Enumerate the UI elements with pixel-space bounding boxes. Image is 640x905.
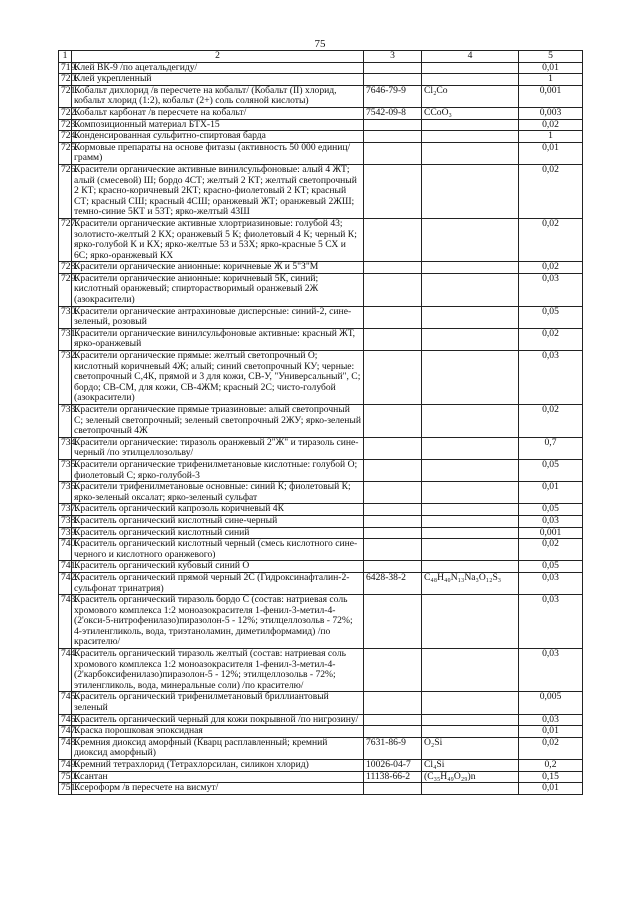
limit-value: 0,2 bbox=[519, 760, 583, 772]
limit-value: 0,02 bbox=[519, 737, 583, 759]
limit-value: 0,01 bbox=[519, 142, 583, 164]
substance-name: Краска порошковая эпоксидная bbox=[72, 726, 364, 738]
substance-name: Краситель органический трифенилметановый бриллиантовый зеленый bbox=[72, 692, 364, 714]
row-number: 743. bbox=[59, 595, 72, 649]
table-row bbox=[59, 539, 583, 561]
row-number: 731. bbox=[59, 328, 72, 350]
row-number: 749. bbox=[59, 760, 72, 772]
cas-number bbox=[364, 164, 422, 218]
limit-value: 0,7 bbox=[519, 437, 583, 459]
chemical-formula bbox=[422, 459, 519, 481]
row-number: 720. bbox=[59, 74, 72, 86]
substance-name: Краситель органический кислотный сине-черный bbox=[72, 515, 364, 527]
row-number: 733. bbox=[59, 405, 72, 438]
substance-name: Красители органические прямые: желтый светопрочный О; кислотный коричневый 4Ж; алый; синий светопрочный КУ; черные: светопрочный С,4К, прямой и 3 для кожи, СВ-У, "Универсальный", С; бордо; СВ-СМ, для кожи, СВ-4ЖМ; красный 2С; чисто-голубой (азокрасители) bbox=[72, 351, 364, 405]
limit-value: 1 bbox=[519, 74, 583, 86]
table-row bbox=[59, 527, 583, 539]
chemical-formula bbox=[422, 405, 519, 438]
table-row bbox=[59, 62, 583, 74]
limit-value: 1 bbox=[519, 131, 583, 143]
row-number: 750. bbox=[59, 771, 72, 783]
limit-value: 0,02 bbox=[519, 405, 583, 438]
cas-number bbox=[364, 482, 422, 504]
chemical-formula bbox=[422, 726, 519, 738]
cas-number bbox=[364, 515, 422, 527]
limit-value: 0,03 bbox=[519, 595, 583, 649]
substance-name: Кобальт карбонат /в пересчете на кобальт/ bbox=[72, 107, 364, 119]
row-number: 741. bbox=[59, 561, 72, 573]
row-number: 739. bbox=[59, 527, 72, 539]
table-row bbox=[59, 595, 583, 649]
chemical-formula bbox=[422, 262, 519, 274]
limit-value: 0,02 bbox=[519, 119, 583, 131]
cas-number: 10026-04-7 bbox=[364, 760, 422, 772]
substances-table bbox=[58, 50, 583, 795]
limit-value: 0,02 bbox=[519, 328, 583, 350]
row-number: 725. bbox=[59, 142, 72, 164]
row-number: 723. bbox=[59, 119, 72, 131]
limit-value: 0,05 bbox=[519, 459, 583, 481]
limit-value: 0,03 bbox=[519, 515, 583, 527]
header-col-4: 4 bbox=[422, 51, 519, 63]
chemical-formula: C₄₈H₄₀N₁₃Na₃O₁₂S₃ bbox=[422, 572, 519, 594]
cas-number bbox=[364, 273, 422, 306]
limit-value: 0,02 bbox=[519, 539, 583, 561]
row-number: 746. bbox=[59, 714, 72, 726]
cas-number bbox=[364, 714, 422, 726]
row-number: 747. bbox=[59, 726, 72, 738]
row-number: 737. bbox=[59, 504, 72, 516]
row-number: 745. bbox=[59, 692, 72, 714]
substance-name: Конденсированная сульфитно-спиртовая барда bbox=[72, 131, 364, 143]
limit-value: 0,003 bbox=[519, 107, 583, 119]
row-number: 738. bbox=[59, 515, 72, 527]
table-row bbox=[59, 515, 583, 527]
chemical-formula bbox=[422, 482, 519, 504]
substance-name: Клей укрепленный bbox=[72, 74, 364, 86]
table-row bbox=[59, 131, 583, 143]
limit-value: 0,03 bbox=[519, 351, 583, 405]
chemical-formula: Cl₂Co bbox=[422, 85, 519, 107]
table-row bbox=[59, 649, 583, 692]
table-row bbox=[59, 504, 583, 516]
cas-number: 7631-86-9 bbox=[364, 737, 422, 759]
cas-number bbox=[364, 783, 422, 795]
chemical-formula bbox=[422, 62, 519, 74]
chemical-formula bbox=[422, 273, 519, 306]
substance-name: Красители органические винилсульфоновые активные: красный ЖТ, ярко-оранжевый bbox=[72, 328, 364, 350]
substance-name: Кобальт дихлорид /в пересчете на кобальт/ (Кобальт (II) хлорид, кобальт хлорид (1:2), кобальт (2+) соль соляной кислоты) bbox=[72, 85, 364, 107]
substance-name: Краситель органический черный для кожи покрывной /по нигрозину/ bbox=[72, 714, 364, 726]
chemical-formula bbox=[422, 131, 519, 143]
table-row bbox=[59, 737, 583, 759]
limit-value: 0,001 bbox=[519, 527, 583, 539]
chemical-formula bbox=[422, 515, 519, 527]
row-number: 721. bbox=[59, 85, 72, 107]
substance-name: Кормовые препараты на основе фитазы (активность 50 000 единиц/грамм) bbox=[72, 142, 364, 164]
chemical-formula bbox=[422, 119, 519, 131]
substance-name: Красители трифенилметановые основные: синий К; фиолетовый К; ярко-зеленый оксалат; ярко-зеленый сульфат bbox=[72, 482, 364, 504]
substance-name: Красители органические анионные: коричневые Ж и 5"З"М bbox=[72, 262, 364, 274]
table-row bbox=[59, 262, 583, 274]
cas-number: 11138-66-2 bbox=[364, 771, 422, 783]
chemical-formula bbox=[422, 504, 519, 516]
cas-number bbox=[364, 131, 422, 143]
cas-number bbox=[364, 351, 422, 405]
substance-name: Кремния диоксид аморфный (Кварц расплавленный; кремний диоксид аморфный) bbox=[72, 737, 364, 759]
cas-number bbox=[364, 437, 422, 459]
limit-value: 0,02 bbox=[519, 262, 583, 274]
cas-number bbox=[364, 561, 422, 573]
row-number: 748. bbox=[59, 737, 72, 759]
cas-number bbox=[364, 62, 422, 74]
row-number: 729. bbox=[59, 273, 72, 306]
header-col-2: 2 bbox=[72, 51, 364, 63]
limit-value: 0,15 bbox=[519, 771, 583, 783]
table-row bbox=[59, 437, 583, 459]
substance-name: Краситель органический капрозоль коричневый 4К bbox=[72, 504, 364, 516]
chemical-formula bbox=[422, 714, 519, 726]
chemical-formula bbox=[422, 74, 519, 86]
page-number: 75 bbox=[314, 38, 326, 50]
cas-number bbox=[364, 74, 422, 86]
table-row bbox=[59, 760, 583, 772]
cas-number: 6428-38-2 bbox=[364, 572, 422, 594]
row-number: 740. bbox=[59, 539, 72, 561]
row-number: 742. bbox=[59, 572, 72, 594]
table-row bbox=[59, 164, 583, 218]
chemical-formula: Cl₄Si bbox=[422, 760, 519, 772]
cas-number bbox=[364, 405, 422, 438]
substance-name: Красители органические активные винилсульфоновые: алый 4 ЖТ; алый (смесевой) Ш; бордо 4СТ; желтый 2 КТ; желтый светопрочный 2 КТ; красно-коричневый 2КТ; красно-фиолетовый 2 КТ; красный СТ; красный СШ; красный 4СШ; оранжевый ЖТ; оранжевый 2ЖШ; темно-синие 5КТ и 53Т; ярко-желтый 43Ш bbox=[72, 164, 364, 218]
cas-number bbox=[364, 459, 422, 481]
limit-value: 0,01 bbox=[519, 62, 583, 74]
chemical-formula bbox=[422, 527, 519, 539]
chemical-formula bbox=[422, 142, 519, 164]
limit-value: 0,03 bbox=[519, 572, 583, 594]
chemical-formula bbox=[422, 692, 519, 714]
table-row bbox=[59, 572, 583, 594]
table-row bbox=[59, 783, 583, 795]
header-row bbox=[59, 51, 583, 63]
chemical-formula bbox=[422, 437, 519, 459]
chemical-formula bbox=[422, 595, 519, 649]
header-col-3: 3 bbox=[364, 51, 422, 63]
chemical-formula: O₂Si bbox=[422, 737, 519, 759]
substance-name: Красители органические активные хлортриазиновые: голубой 43; золотисто-желтый 2 КХ; оранжевый 5 К; фиолетовый 4 К; черный К; ярко-голубой К и КХ; ярко-желтые 53 и 53Х; ярко-красные 5 СХ и 6С; ярко-оранжевый КХ bbox=[72, 218, 364, 261]
chemical-formula bbox=[422, 306, 519, 328]
table-row bbox=[59, 85, 583, 107]
table-row bbox=[59, 218, 583, 261]
substance-name: Красители органические трифенилметановые кислотные: голубой О; фиолетовый С; ярко-голубой-3 bbox=[72, 459, 364, 481]
table-row bbox=[59, 351, 583, 405]
limit-value: 0,03 bbox=[519, 273, 583, 306]
cas-number bbox=[364, 306, 422, 328]
header-col-5: 5 bbox=[519, 51, 583, 63]
limit-value: 0,05 bbox=[519, 561, 583, 573]
limit-value: 0,001 bbox=[519, 85, 583, 107]
cas-number bbox=[364, 142, 422, 164]
limit-value: 0,01 bbox=[519, 783, 583, 795]
limit-value: 0,02 bbox=[519, 218, 583, 261]
chemical-formula bbox=[422, 561, 519, 573]
cas-number bbox=[364, 504, 422, 516]
table-row bbox=[59, 306, 583, 328]
cas-number bbox=[364, 649, 422, 692]
substance-name: Красители органические прямые триазиновые: алый светопрочный С; зеленый светопрочный; зеленый светопрочный 2ЖУ; ярко-зеленый светопрочный 4Ж bbox=[72, 405, 364, 438]
limit-value: 0,01 bbox=[519, 726, 583, 738]
limit-value: 0,005 bbox=[519, 692, 583, 714]
row-number: 724. bbox=[59, 131, 72, 143]
table-row bbox=[59, 459, 583, 481]
table-row bbox=[59, 771, 583, 783]
row-number: 744. bbox=[59, 649, 72, 692]
table-row bbox=[59, 107, 583, 119]
row-number: 726. bbox=[59, 164, 72, 218]
table-body bbox=[59, 51, 583, 795]
substance-name: Краситель органический кубовый синий О bbox=[72, 561, 364, 573]
substance-name: Ксантан bbox=[72, 771, 364, 783]
chemical-formula: CCoO₃ bbox=[422, 107, 519, 119]
cas-number bbox=[364, 692, 422, 714]
cas-number bbox=[364, 119, 422, 131]
cas-number bbox=[364, 328, 422, 350]
substance-name: Краситель органический тиразоль желтый (состав: натриевая соль хромового комплекса 1:2 моноазокрасителя 1-фенил-3-метил-4-(2'карбоксифенилазо)пиразолон-5 - 12%; этилцеллозольв - 72%; этиленгликоль, вода, минеральные соли) /по красителю/ bbox=[72, 649, 364, 692]
table-row bbox=[59, 273, 583, 306]
cas-number bbox=[364, 527, 422, 539]
substance-name: Кремний тетрахлорид (Тетрахлорсилан, силикон хлорид) bbox=[72, 760, 364, 772]
chemical-formula bbox=[422, 218, 519, 261]
limit-value: 0,01 bbox=[519, 482, 583, 504]
row-number: 719. bbox=[59, 62, 72, 74]
substance-name: Ксероформ /в пересчете на висмут/ bbox=[72, 783, 364, 795]
substance-name: Красители органические: тиразоль оранжевый 2"Ж" и тиразоль сине-черный /по этилцеллозольву/ bbox=[72, 437, 364, 459]
table-row bbox=[59, 561, 583, 573]
table-row bbox=[59, 328, 583, 350]
table-row bbox=[59, 726, 583, 738]
cas-number bbox=[364, 595, 422, 649]
limit-value: 0,03 bbox=[519, 714, 583, 726]
chemical-formula bbox=[422, 164, 519, 218]
substance-name: Композиционный материал БТХ-15 bbox=[72, 119, 364, 131]
table-row bbox=[59, 74, 583, 86]
table-row bbox=[59, 142, 583, 164]
row-number: 728. bbox=[59, 262, 72, 274]
table-row bbox=[59, 692, 583, 714]
row-number: 727. bbox=[59, 218, 72, 261]
substance-name: Красители органические анионные: коричневый 5К, синий; кислотный оранжевый; спирторастворимый оранжевый 2Ж (азокрасители) bbox=[72, 273, 364, 306]
table-row bbox=[59, 714, 583, 726]
chemical-formula: (C₃₅H₄₉O₂₉)n bbox=[422, 771, 519, 783]
table-row bbox=[59, 405, 583, 438]
limit-value: 0,02 bbox=[519, 164, 583, 218]
row-number: 722. bbox=[59, 107, 72, 119]
limit-value: 0,05 bbox=[519, 306, 583, 328]
row-number: 732. bbox=[59, 351, 72, 405]
cas-number: 7542-09-8 bbox=[364, 107, 422, 119]
row-number: 751. bbox=[59, 783, 72, 795]
chemical-formula bbox=[422, 328, 519, 350]
row-number: 734. bbox=[59, 437, 72, 459]
substance-name: Клей ВК-9 /по ацетальдегиду/ bbox=[72, 62, 364, 74]
chemical-formula bbox=[422, 351, 519, 405]
row-number: 736. bbox=[59, 482, 72, 504]
chemical-formula bbox=[422, 649, 519, 692]
table-row bbox=[59, 119, 583, 131]
limit-value: 0,03 bbox=[519, 649, 583, 692]
cas-number bbox=[364, 218, 422, 261]
substance-name: Краситель органический прямой черный 2С (Гидроксинафталин-2-сульфонат тринатрия) bbox=[72, 572, 364, 594]
cas-number bbox=[364, 726, 422, 738]
cas-number: 7646-79-9 bbox=[364, 85, 422, 107]
table-row bbox=[59, 482, 583, 504]
header-col-1: 1 bbox=[59, 51, 72, 63]
limit-value: 0,05 bbox=[519, 504, 583, 516]
cas-number bbox=[364, 539, 422, 561]
chemical-formula bbox=[422, 783, 519, 795]
cas-number bbox=[364, 262, 422, 274]
chemical-formula bbox=[422, 539, 519, 561]
row-number: 730. bbox=[59, 306, 72, 328]
substance-name: Краситель органический кислотный черный (смесь кислотного сине-черного и кислотного оранжевого) bbox=[72, 539, 364, 561]
row-number: 735. bbox=[59, 459, 72, 481]
substance-name: Краситель органический тиразоль бордо С (состав: натриевая соль хромового комплекса 1:2 моноазокрасителя 1-фенил-3-метил-4-(2'окси-5-нитрофенилазо)пиразолон-5 - 12%; этилцеллозольв - 72%; 4-этиленгликоль, вода, триэтаноламин, диметилформамид) /по красителю/ bbox=[72, 595, 364, 649]
substance-name: Красители органические антрахиновые дисперсные: синий-2, сине-зеленый, розовый bbox=[72, 306, 364, 328]
substance-name: Краситель органический кислотный синий bbox=[72, 527, 364, 539]
